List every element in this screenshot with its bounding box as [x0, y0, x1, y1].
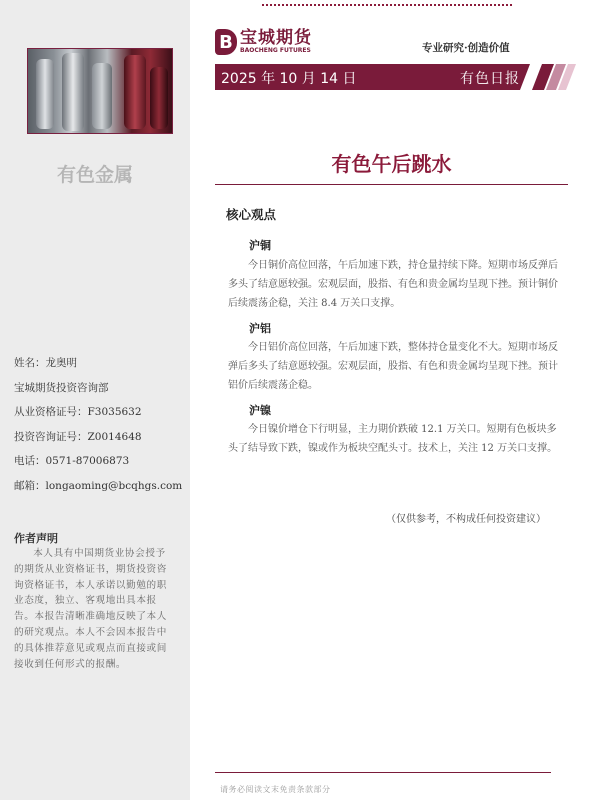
analyst-department: 宝城期货投资咨询部 — [14, 381, 109, 394]
declaration-body: 本人具有中国期货业协会授予的期货从业资格证书，期货投资咨询资格证书，本人承诺以勤勉的职业态度，独立、客观地出具本报告。本报告清晰准确地反映了本人的研究观点。本人不会因本报告中的具体推荐意见或观点而直接或间接收到任何形式的报酬。 — [14, 548, 167, 670]
declaration-title: 作者声明 — [14, 532, 58, 545]
metal-paragraph-copper: 今日铜价高位回落，午后加速下跌，持仓量持续下降。短期市场反弹后多头了结意愿较强。宏观层面，股指、有色和贵金属均呈现下挫。预计铜价后续震荡企稳，关注 8.4 万关口支撑。 — [228, 260, 558, 309]
analyst-name: 姓名：龙奥明 — [14, 357, 77, 369]
company-logo — [215, 28, 312, 56]
report-title: 有色午后跳水 — [331, 152, 452, 176]
metal-paragraph-aluminum: 今日铝价高位回落，午后加速下跌，整体持仓量变化不大。短期市场反弹后多头了结意愿较强。宏观层面，股指、有色和贵金属均呈现下挫。预计铝价后续震荡企稳。 — [228, 342, 558, 391]
analyst-email: 邮箱：longaoming@bcqhgs.com — [14, 479, 183, 492]
company-slogan: 专业研究·创造价值 — [422, 42, 510, 54]
consulting-number: 投资咨询证号：Z0014648 — [14, 430, 142, 443]
footer-note: 请务必阅读文末免责条款部分 — [220, 785, 331, 794]
investment-disclaimer: （仅供参考，不构成任何投资建议） — [386, 514, 546, 525]
report-date: 2025 年 10 月 14 日 — [221, 71, 357, 87]
analyst-phone: 电话：0571-87006873 — [14, 455, 130, 467]
footer-divider — [215, 772, 551, 773]
sidebar — [0, 0, 190, 800]
metal-heading-aluminum: 沪铝 — [249, 322, 271, 335]
date-bar — [215, 64, 530, 90]
section-title: 核心观点 — [226, 207, 277, 222]
metal-heading-copper: 沪铜 — [249, 239, 271, 252]
title-divider — [215, 184, 568, 185]
logo-chinese-name: 宝城期货 — [240, 28, 312, 48]
logo-mark-icon: B — [215, 29, 237, 55]
sidebar-category: 有色金属 — [56, 164, 133, 186]
analyst-contact — [14, 358, 182, 505]
metal-heading-nickel: 沪镍 — [249, 404, 271, 417]
metal-cylinders-photo — [27, 48, 173, 134]
logo-english-name: BAOCHENG FUTURES — [240, 47, 311, 54]
report-type: 有色日报 — [460, 71, 520, 87]
qualification-number: 从业资格证号：F3035632 — [14, 406, 142, 418]
top-cut-edge — [262, 0, 512, 6]
metal-paragraph-nickel: 今日镍价增仓下行明显，主力期价跌破 12.1 万关口。短期有色板块多头了结导致下跌，镍或作为板块空配头寸。技术上，关注 12 万关口支撑。 — [228, 424, 558, 454]
date-bar-stripes — [520, 64, 580, 90]
